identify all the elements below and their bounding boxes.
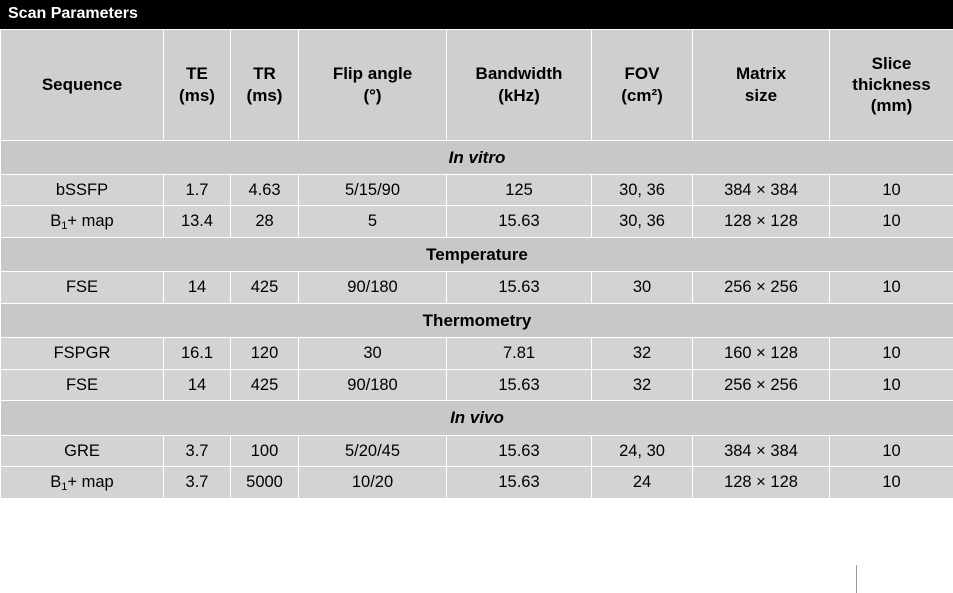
cell-sequence: $B_1+$ map	[1, 206, 164, 238]
cell-sequence: FSE	[1, 272, 164, 304]
cell-bandwidth: 15.63	[447, 467, 592, 499]
header-row	[1, 29, 953, 140]
cell-flip-angle: 5	[299, 206, 447, 238]
cell-slice-thickness: 10	[830, 369, 953, 401]
cell-matrix-size: 256 × 256	[693, 272, 830, 304]
cell-matrix-size: 160 × 128	[693, 338, 830, 370]
column-header-line: (ms)	[246, 85, 283, 105]
column-header-slice-thickness	[830, 29, 953, 140]
section-row	[1, 401, 953, 435]
section-label: In vitro	[448, 147, 506, 167]
table-header	[1, 29, 953, 140]
table-row	[1, 369, 953, 401]
cell-matrix-size: 384 × 384	[693, 174, 830, 206]
cell-sequence: $B_1+$ map	[1, 467, 164, 499]
column-header-te	[164, 29, 231, 140]
cell-fov: 30, 36	[592, 174, 693, 206]
column-header-line: FOV	[624, 64, 660, 84]
cell-bandwidth: 15.63	[447, 206, 592, 238]
cell-bandwidth: 15.63	[447, 272, 592, 304]
table-body	[1, 140, 953, 498]
scan-parameters-table	[0, 29, 953, 499]
cell-matrix-size: 256 × 256	[693, 369, 830, 401]
column-header-line: Bandwidth	[475, 64, 563, 84]
page-margin-tick	[856, 565, 857, 593]
cell-matrix-size: 384 × 384	[693, 435, 830, 467]
column-header-line: (ms)	[179, 85, 215, 105]
cell-sequence: FSE	[1, 369, 164, 401]
column-header-line: TR	[253, 64, 276, 84]
table-row	[1, 206, 953, 238]
cell-fov: 30	[592, 272, 693, 304]
cell-te: 13.4	[164, 206, 231, 238]
table-row	[1, 272, 953, 304]
column-header-sequence	[1, 29, 164, 140]
cell-tr: 100	[231, 435, 299, 467]
table-row	[1, 338, 953, 370]
cell-slice-thickness: 10	[830, 174, 953, 206]
section-row	[1, 140, 953, 174]
column-header-line: (°)	[363, 85, 382, 105]
cell-fov: 32	[592, 338, 693, 370]
cell-te: 14	[164, 369, 231, 401]
column-header-fov	[592, 29, 693, 140]
table-row	[1, 435, 953, 467]
cell-tr: 5000	[231, 467, 299, 499]
column-header-tr	[231, 29, 299, 140]
cell-matrix-size: 128 × 128	[693, 467, 830, 499]
cell-te: 14	[164, 272, 231, 304]
cell-matrix-size: 128 × 128	[693, 206, 830, 238]
column-header-line: Flip angle	[332, 64, 413, 84]
cell-sequence: bSSFP	[1, 174, 164, 206]
column-header-flip-angle	[299, 29, 447, 140]
cell-slice-thickness: 10	[830, 272, 953, 304]
section-row	[1, 303, 953, 337]
column-header-matrix-size	[693, 29, 830, 140]
column-header-line: thickness	[852, 74, 931, 94]
column-header-line: size	[744, 85, 778, 105]
cell-tr: 425	[231, 369, 299, 401]
cell-fov: 24	[592, 467, 693, 499]
cell-slice-thickness: 10	[830, 467, 953, 499]
cell-sequence: GRE	[1, 435, 164, 467]
cell-bandwidth: 7.81	[447, 338, 592, 370]
cell-bandwidth: 125	[447, 174, 592, 206]
section-label-cell	[1, 140, 953, 174]
cell-slice-thickness: 10	[830, 338, 953, 370]
table-row	[1, 174, 953, 206]
cell-tr: 120	[231, 338, 299, 370]
column-header-line: Sequence	[41, 74, 123, 94]
cell-te: 1.7	[164, 174, 231, 206]
cell-flip-angle: 90/180	[299, 369, 447, 401]
cell-slice-thickness: 10	[830, 435, 953, 467]
column-header-line: TE	[186, 64, 208, 84]
cell-flip-angle: 30	[299, 338, 447, 370]
section-label-cell: Temperature	[1, 238, 953, 272]
page-title: Scan Parameters	[0, 0, 953, 29]
cell-fov: 24, 30	[592, 435, 693, 467]
column-header-line: (cm²)	[621, 85, 663, 105]
cell-sequence-subscript: 1	[61, 481, 68, 494]
section-row	[1, 238, 953, 272]
cell-flip-angle: 5/15/90	[299, 174, 447, 206]
section-label-cell: Thermometry	[1, 303, 953, 337]
cell-flip-angle: 90/180	[299, 272, 447, 304]
cell-te: 3.7	[164, 435, 231, 467]
cell-fov: 32	[592, 369, 693, 401]
column-header-line: Matrix	[735, 64, 787, 84]
column-header-line: Slice	[871, 53, 912, 73]
table-row	[1, 467, 953, 499]
cell-bandwidth: 15.63	[447, 435, 592, 467]
cell-bandwidth: 15.63	[447, 369, 592, 401]
cell-tr: 28	[231, 206, 299, 238]
cell-tr: 4.63	[231, 174, 299, 206]
cell-sequence-subscript: 1	[61, 220, 68, 233]
column-header-bandwidth	[447, 29, 592, 140]
cell-te: 16.1	[164, 338, 231, 370]
column-header-line: (mm)	[870, 96, 913, 116]
cell-slice-thickness: 10	[830, 206, 953, 238]
cell-flip-angle: 10/20	[299, 467, 447, 499]
cell-sequence: FSPGR	[1, 338, 164, 370]
column-header-line: (kHz)	[498, 85, 540, 105]
cell-tr: 425	[231, 272, 299, 304]
cell-flip-angle: 5/20/45	[299, 435, 447, 467]
cell-fov: 30, 36	[592, 206, 693, 238]
section-label-cell	[1, 401, 953, 435]
cell-te: 3.7	[164, 467, 231, 499]
section-label: In vivo	[450, 408, 504, 428]
